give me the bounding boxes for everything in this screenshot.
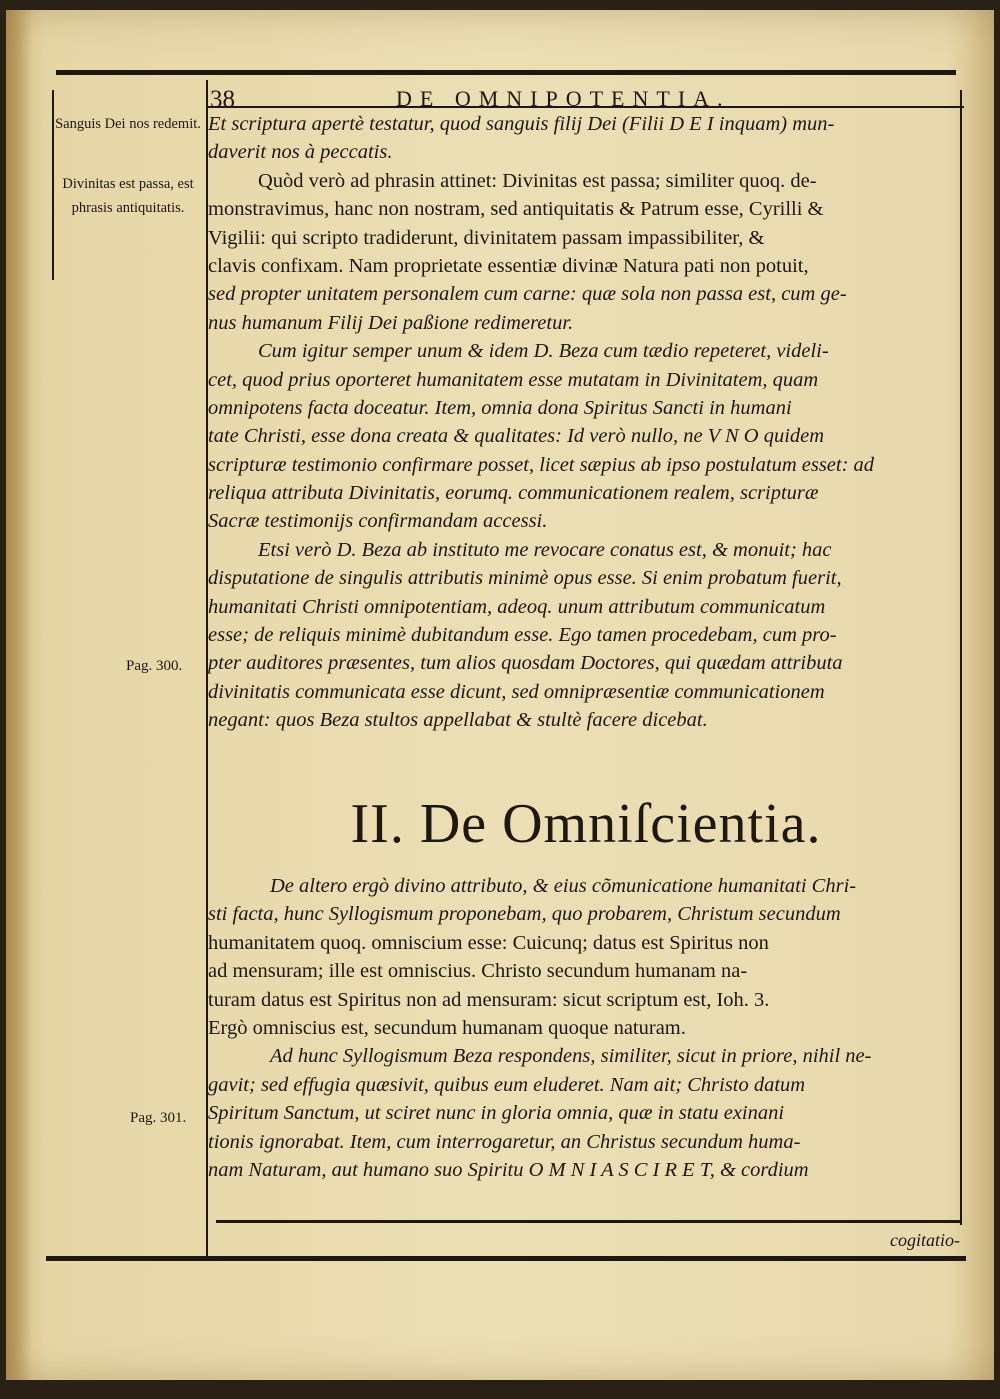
text-line: Ergò omniscius est, secundum humanam quoque naturam. bbox=[208, 1016, 686, 1039]
body-text-bottom bbox=[208, 872, 964, 1184]
text-line: Et scriptura apertè testatur, quod sanguis filij Dei (Filii D E I inquam) mun- bbox=[208, 113, 835, 135]
text-line: pter auditores præsentes, tum alios quosdam Doctores, qui quædam attributa bbox=[208, 652, 843, 675]
text-line: sti facta, hunc Syllogismum proponebam, quo probarem, Christum secundum bbox=[208, 903, 841, 926]
text-line: sed propter unitatem personalem cum carne: quæ sola non passa est, cum ge- bbox=[208, 283, 847, 306]
text-line: daverit nos à peccatis. bbox=[208, 141, 393, 164]
text-line: reliqua attributa Divinitatis, eorumq. communicationem realem, scripturæ bbox=[208, 482, 819, 505]
text-line: Ad hunc Syllogismum Beza respondens, similiter, sicut in priore, nihil ne- bbox=[270, 1045, 872, 1068]
text-line: monstravimus, hanc non nostram, sed antiquitatis & Patrum esse, Cyrilli & bbox=[208, 198, 824, 221]
text-line: Cum igitur semper unum & idem D. Beza cum tædio repeteret, videli- bbox=[258, 340, 829, 363]
base-rule bbox=[46, 1256, 966, 1261]
text-line: nus humanum Filij Dei paßione redimeretur. bbox=[208, 311, 574, 334]
text-line: Vigilii: qui scripto tradiderunt, divinitatem passam impassibiliter, & bbox=[208, 226, 765, 249]
text-line: ad mensuram; ille est omniscius. Christo secundum humanam na- bbox=[208, 960, 748, 983]
text-line: Etsi verò D. Beza ab instituto me revocare conatus est, & monuit; hac bbox=[258, 538, 832, 561]
text-line: negant: quos Beza stultos appellabat & stultè facere dicebat. bbox=[208, 709, 708, 732]
bottom-rule bbox=[216, 1220, 961, 1223]
text-line: gavit; sed effugia quæsivit, quibus eum eluderet. Nam ait; Christo datum bbox=[208, 1073, 806, 1096]
text-line: esse; de reliquis minimè dubitandum esse. Ego tamen procedebam, cum pro- bbox=[208, 624, 837, 647]
text-line: De altero ergò divino attributo, & eius cõmunicatione humanitati Chri- bbox=[270, 875, 857, 897]
text-line: scripturæ testimonio confirmare posset, licet sæpius ab ipso postulatum esset: ad bbox=[208, 453, 875, 476]
text-line: Spiritum Sanctum, ut sciret nunc in gloria omnia, quæ in statu exinani bbox=[208, 1102, 785, 1125]
margin-note: Sanguis Dei nos redemit. bbox=[55, 116, 201, 132]
text-line: disputatione de singulis attributis minimè opus esse. Si enim probatum fuerit, bbox=[208, 567, 842, 590]
text-line: clavis confixam. Nam proprietate essentiæ divinæ Natura pati non potuit, bbox=[208, 254, 809, 277]
text-line: humanitatem quoq. omniscium esse: Cuicunq; datus est Spiritus non bbox=[208, 931, 769, 954]
text-line: nam Naturam, aut humano suo Spiritu O M N I A S C I R E T, & cordium bbox=[208, 1158, 809, 1181]
text-line: cet, quod prius oporteret humanitatem esse mutatam in Divinitatem, quam bbox=[208, 368, 819, 391]
text-line: humanitati Christi omnipotentiam, adeoq. unum attributum communicatum bbox=[208, 595, 826, 618]
text-line: divinitatis communicata esse dicunt, sed omnipræsentiæ communicationem bbox=[208, 680, 825, 703]
top-rule bbox=[56, 70, 956, 75]
body-text-top bbox=[208, 110, 964, 735]
margin-note: Divinitas est passa, est phrasis antiquitatis. bbox=[62, 176, 194, 216]
text-line: tate Christi, esse dona creata & qualitates: Id verò nullo, ne V N O quidem bbox=[208, 425, 825, 448]
text-line: Sacræ testimonijs confirmandam accessi. bbox=[208, 510, 548, 533]
catchword: cogitatio- bbox=[890, 1230, 960, 1250]
text-line: tionis ignorabat. Item, cum interrogaretur, an Christus secundum huma- bbox=[208, 1130, 801, 1153]
page-reference: Pag. 301. bbox=[130, 1110, 187, 1126]
page-number: 38 bbox=[210, 86, 235, 113]
text-line: omnipotens facta doceatur. Item, omnia dona Spiritus Sancti in humani bbox=[208, 396, 792, 419]
text-line: Quòd verò ad phrasin attinet: Divinitas est passa; similiter quoq. de- bbox=[258, 169, 817, 192]
page-reference: Pag. 300. bbox=[126, 658, 183, 674]
section-heading: II. De Omniſcientia. bbox=[350, 793, 822, 855]
text-line: turam datus est Spiritus non ad mensuram: sicut scriptum est, Ioh. 3. bbox=[208, 988, 770, 1011]
running-head: DE OMNIPOTENTIA. bbox=[396, 86, 731, 111]
